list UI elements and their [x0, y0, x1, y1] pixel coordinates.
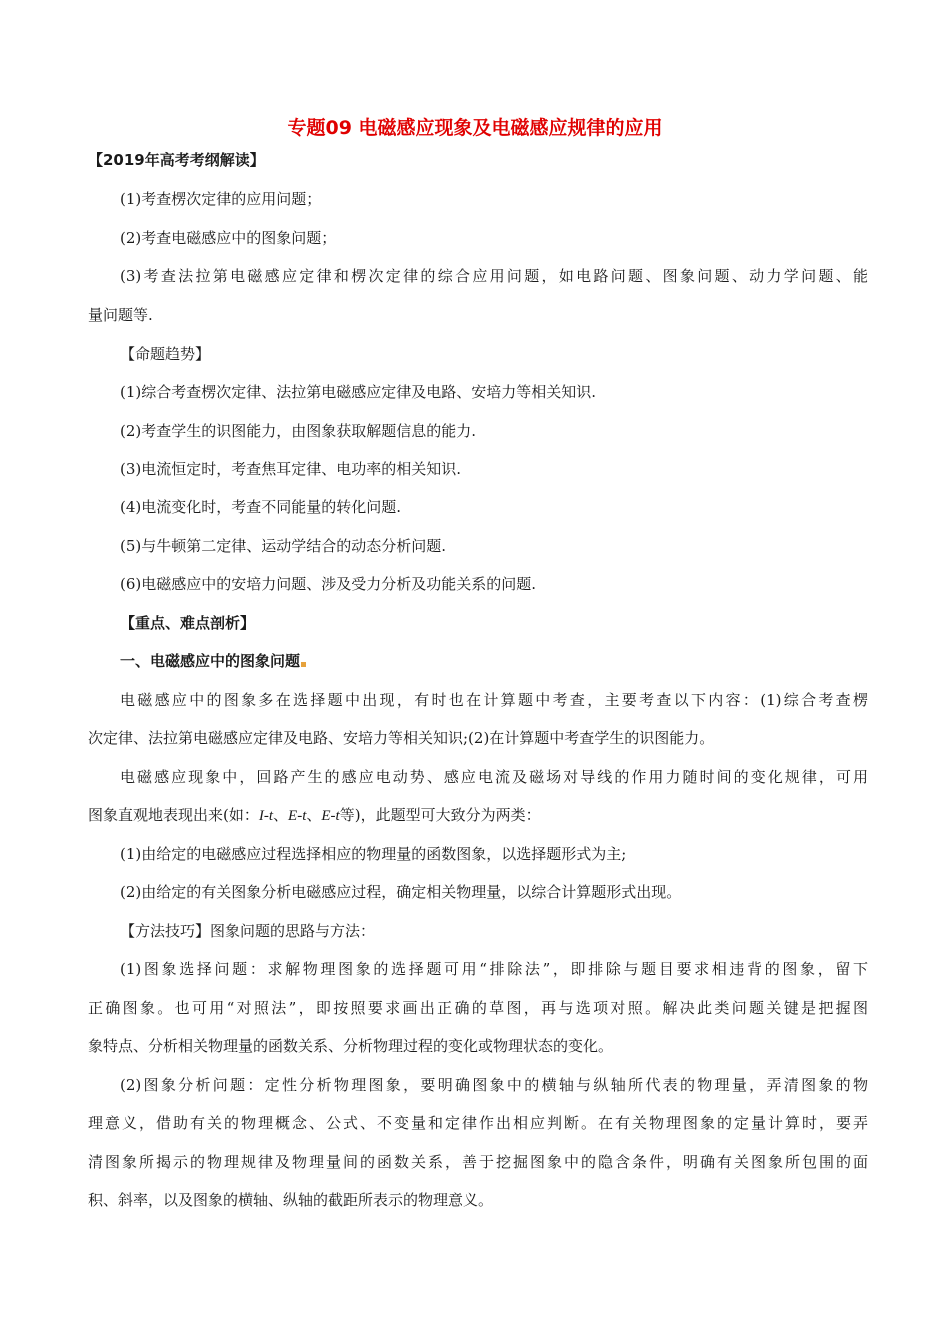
type-item: (2)由给定的有关图象分析电磁感应过程，确定相关物理量，以综合计算题形式出现。	[120, 883, 682, 901]
formula-e-t-2: E-t	[321, 808, 340, 824]
paragraph-line: 积、斜率，以及图象的横轴、纵轴的截距所表示的物理意义。	[88, 1191, 494, 1209]
paragraph-line: 理意义，借助有关的物理概念、公式、不变量和定律作出相应判断。在有关物理图象的定量计算时，要弄	[88, 1114, 868, 1132]
paragraph-line: (1)图象选择问题：求解物理图象的选择题可用“排除法”，即排除与题目要求相违背的图象，留下	[120, 960, 868, 978]
paragraph-line: (2)图象分析问题：定性分析物理图象，要明确图象中的横轴与纵轴所代表的物理量，弄清图象的物	[120, 1076, 868, 1094]
paragraph-line: 清图象所揭示的物理规律及物理量间的函数关系，善于挖掘图象中的隐含条件，明确有关图象所包围的面	[88, 1153, 868, 1171]
trend-item: (6)电磁感应中的安培力问题、涉及受力分析及功能关系的问题.	[120, 575, 537, 593]
section-heading-trend: 【命题趋势】	[120, 345, 211, 363]
page-title: 专题09 电磁感应现象及电磁感应规律的应用	[287, 117, 663, 139]
formula-i-t: I-t	[258, 808, 274, 824]
type-item: (1)由给定的电磁感应过程选择相应的物理量的函数图象，以选择题形式为主;	[120, 845, 627, 863]
paragraph-line: 电磁感应现象中，回路产生的感应电动势、感应电流及磁场对导线的作用力随时间的变化规律，可用	[120, 768, 868, 786]
edit-mark-icon	[301, 662, 306, 667]
subheading-graph-problems: 一、电磁感应中的图象问题	[120, 651, 868, 671]
paragraph-line: 电磁感应中的图象多在选择题中出现，有时也在计算题中考查，主要考查以下内容：(1)综合考查楞	[120, 691, 868, 709]
outline-item: (2)考查电磁感应中的图象问题；	[120, 229, 337, 247]
paragraph-line: 象特点、分析相关物理量的函数关系、分析物理过程的变化或物理状态的变化。	[88, 1037, 614, 1055]
paragraph-line: 次定律、法拉第电磁感应定律及电路、安培力等相关知识;(2)在计算题中考查学生的识图能力。	[88, 729, 715, 747]
outline-item: (3)考查法拉第电磁感应定律和楞次定律的综合应用问题，如电路问题、图象问题、动力学问题、能	[120, 267, 868, 285]
paragraph-line: 正确图象。也可用“对照法”，即按照要求画出正确的草图，再与选项对照。解决此类问题关键是把握图	[88, 999, 868, 1017]
trend-item: (4)电流变化时，考查不同能量的转化问题.	[120, 498, 402, 516]
method-heading: 【方法技巧】图象问题的思路与方法：	[120, 922, 376, 940]
outline-item-continued: 量问题等.	[88, 306, 153, 324]
trend-item: (5)与牛顿第二定律、运动学结合的动态分析问题.	[120, 537, 447, 555]
section-heading-key-points: 【重点、难点剖析】	[120, 614, 256, 632]
paragraph-line: 图象直观地表现出来(如：I-t、E-t、E-t等)，此题型可大致分为两类：	[88, 806, 541, 824]
trend-item: (2)考查学生的识图能力，由图象获取解题信息的能力.	[120, 422, 477, 440]
section-heading-exam-outline: 【2019年高考考纲解读】	[88, 151, 265, 169]
trend-item: (1)综合考查楞次定律、法拉第电磁感应定律及电路、安培力等相关知识.	[120, 383, 597, 401]
formula-e-t: E-t	[288, 808, 307, 824]
outline-item: (1)考查楞次定律的应用问题；	[120, 190, 322, 208]
trend-item: (3)电流恒定时，考查焦耳定律、电功率的相关知识.	[120, 460, 462, 478]
